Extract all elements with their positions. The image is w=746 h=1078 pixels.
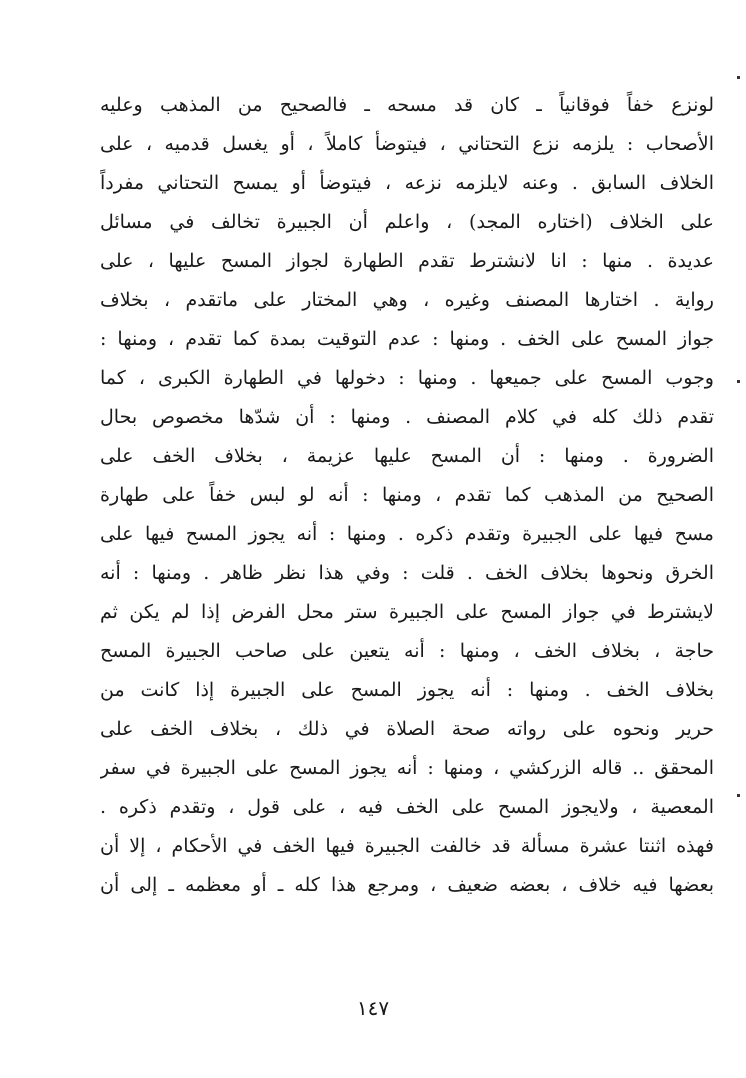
text-line: وجوب المسح على جميعها . ومنها : دخولها في الطهارة الكبرى ، كما [100,367,714,389]
margin-mark [737,794,740,797]
text-line: الخلاف السابق . وعنه لايلزمه نزعه ، فيتوضأ أو يمسح التحتاني مفرداً [100,172,714,194]
text-line: حاجة ، بخلاف الخف ، ومنها : أنه يتعين على صاحب الجبيرة المسح [100,640,714,662]
text-line: المعصية ، ولايجوز المسح على الخف فيه ، على قول ، وتقدم ذكره . [100,796,714,818]
text-line: على الخلاف (اختاره المجد) ، واعلم أن الجبيرة تخالف في مسائل [100,211,714,233]
text-line: الصحيح من المذهب كما تقدم ، ومنها : أنه لو لبس خفاً على طهارة [100,484,714,506]
text-line: حرير ونحوه على رواته صحة الصلاة في ذلك ، بخلاف الخف على [100,718,714,740]
page-number: ١٤٧ [356,996,390,1020]
text-line: الأصحاب : يلزمه نزع التحتاني ، فيتوضأ كاملاً ، أو يغسل قدميه ، على [100,133,714,155]
text-line: بعضها فيه خلاف ، بعضه ضعيف ، ومرجع هذا كله ـ أو معظمه ـ إلى أن [100,874,714,896]
text-line: بخلاف الخف . ومنها : أنه يجوز المسح على الجبيرة إذا كانت من [100,679,714,701]
margin-mark [737,76,740,79]
text-line: لايشترط في جواز المسح على الجبيرة ستر محل الفرض إذا لم يكن ثم [100,601,714,623]
text-line: عديدة . منها : انا لانشترط تقدم الطهارة لجواز المسح عليها ، على [100,250,714,272]
text-line: الخرق ونحوها بخلاف الخف . قلت : وفي هذا نظر ظاهر . ومنها : أنه [100,562,714,584]
text-line: رواية . اختارها المصنف وغيره ، وهي المختار على ماتقدم ، بخلاف [100,289,714,311]
body-text [100,86,714,905]
text-line: لونزع خفاً فوقانياً ـ كان قد مسحه ـ فالصحيح من المذهب وعليه [100,94,714,116]
margin-mark [737,380,740,383]
text-line: المحقق .. قاله الزركشي ، ومنها : أنه يجوز المسح على الجبيرة في سفر [100,757,714,779]
text-line: فهذه اثنتا عشرة مسألة قد خالفت الجبيرة فيها الخف في الأحكام ، إلا أن [100,835,714,857]
text-line: جواز المسح على الخف . ومنها : عدم التوقيت بمدة كما تقدم ، ومنها : [100,328,714,350]
text-line: الضرورة . ومنها : أن المسح عليها عزيمة ، بخلاف الخف على [100,445,714,467]
text-line: مسح فيها على الجبيرة وتقدم ذكره . ومنها : أنه يجوز المسح فيها على [100,523,714,545]
text-line: تقدم ذلك كله في كلام المصنف . ومنها : أن شدّها مخصوص بحال [100,406,714,428]
